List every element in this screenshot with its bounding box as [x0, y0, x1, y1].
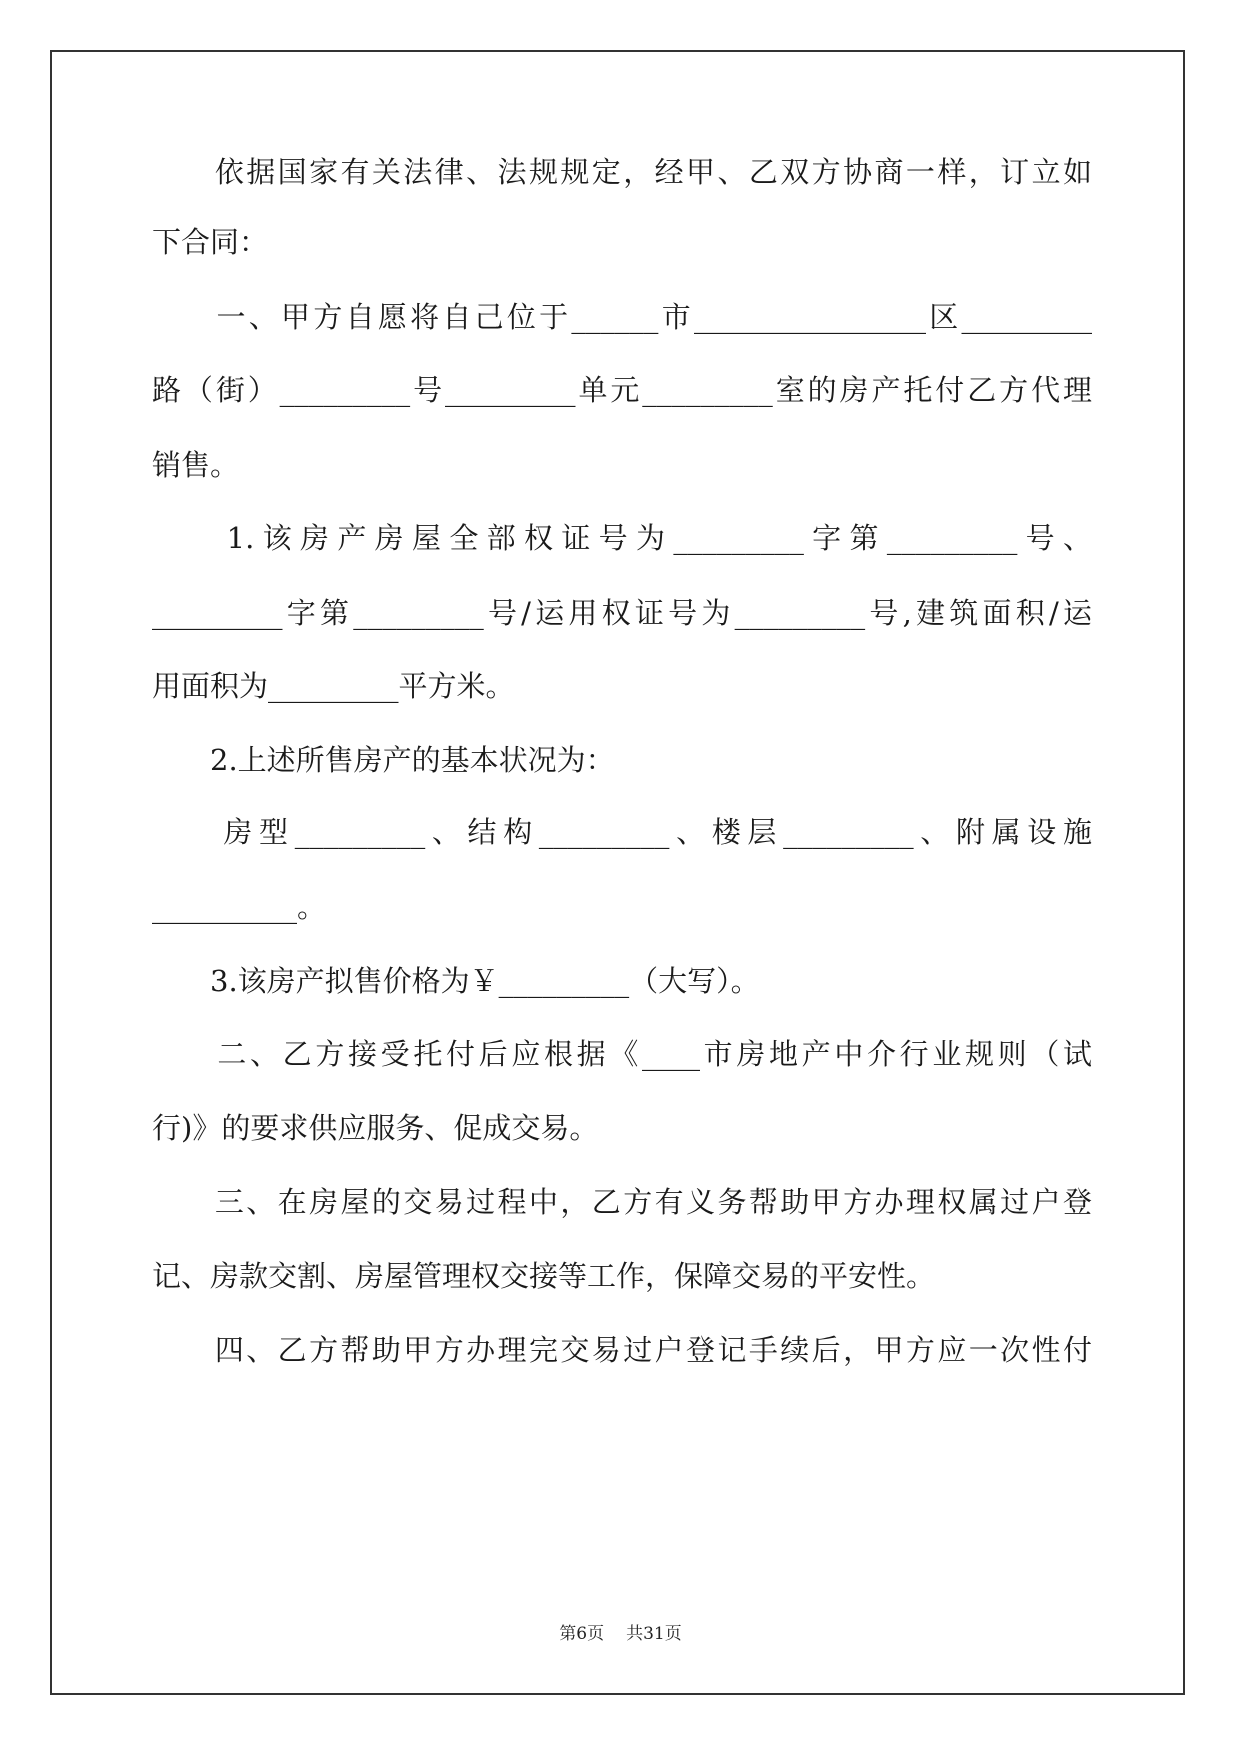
page-footer: [0, 1621, 1241, 1647]
paragraph-line: 1.该房产房屋全部权证号为_________字第_________号、: [152, 521, 1092, 555]
paragraph-line: 房型_________、结构_________、楼层_________、附属设施: [152, 815, 1092, 849]
total-page-count: 共31页: [626, 1624, 682, 1644]
paragraph-line: 三、在房屋的交易过程中，乙方有义务帮助甲方办理权属过户登: [152, 1185, 1092, 1219]
paragraph-line: 二、乙方接受托付后应根据《____市房地产中介行业规则（试: [152, 1037, 1092, 1071]
paragraph-line: 下合同：: [152, 225, 269, 259]
paragraph-line: 行)》的要求供应服务、促成交易。: [152, 1111, 599, 1145]
paragraph-line: 3.该房产拟售价格为￥_________（大写）。: [152, 964, 760, 998]
paragraph-line: 2.上述所售房产的基本状况为：: [152, 743, 615, 777]
paragraph-line: 销售。: [152, 448, 240, 482]
current-page-number: 第6页: [559, 1624, 605, 1644]
paragraph-line: 用面积为_________平方米。: [152, 669, 515, 703]
paragraph-line: 依据国家有关法律、法规规定，经甲、乙双方协商一样，订立如: [152, 155, 1092, 189]
paragraph-line: 四、乙方帮助甲方办理完交易过户登记手续后，甲方应一次性付: [152, 1333, 1092, 1367]
paragraph-line: 一、甲方自愿将自己位于______市________________区_________: [152, 300, 1092, 334]
paragraph-line: 记、房款交割、房屋管理权交接等工作，保障交易的平安性。: [152, 1259, 936, 1293]
paragraph-line: 路（街）_________号_________单元_________室的房产托付乙方代理: [152, 373, 1092, 407]
paragraph-line: _________字第_________号/运用权证号为_________号,建筑面积/运: [152, 596, 1092, 630]
paragraph-line: __________。: [152, 890, 327, 924]
